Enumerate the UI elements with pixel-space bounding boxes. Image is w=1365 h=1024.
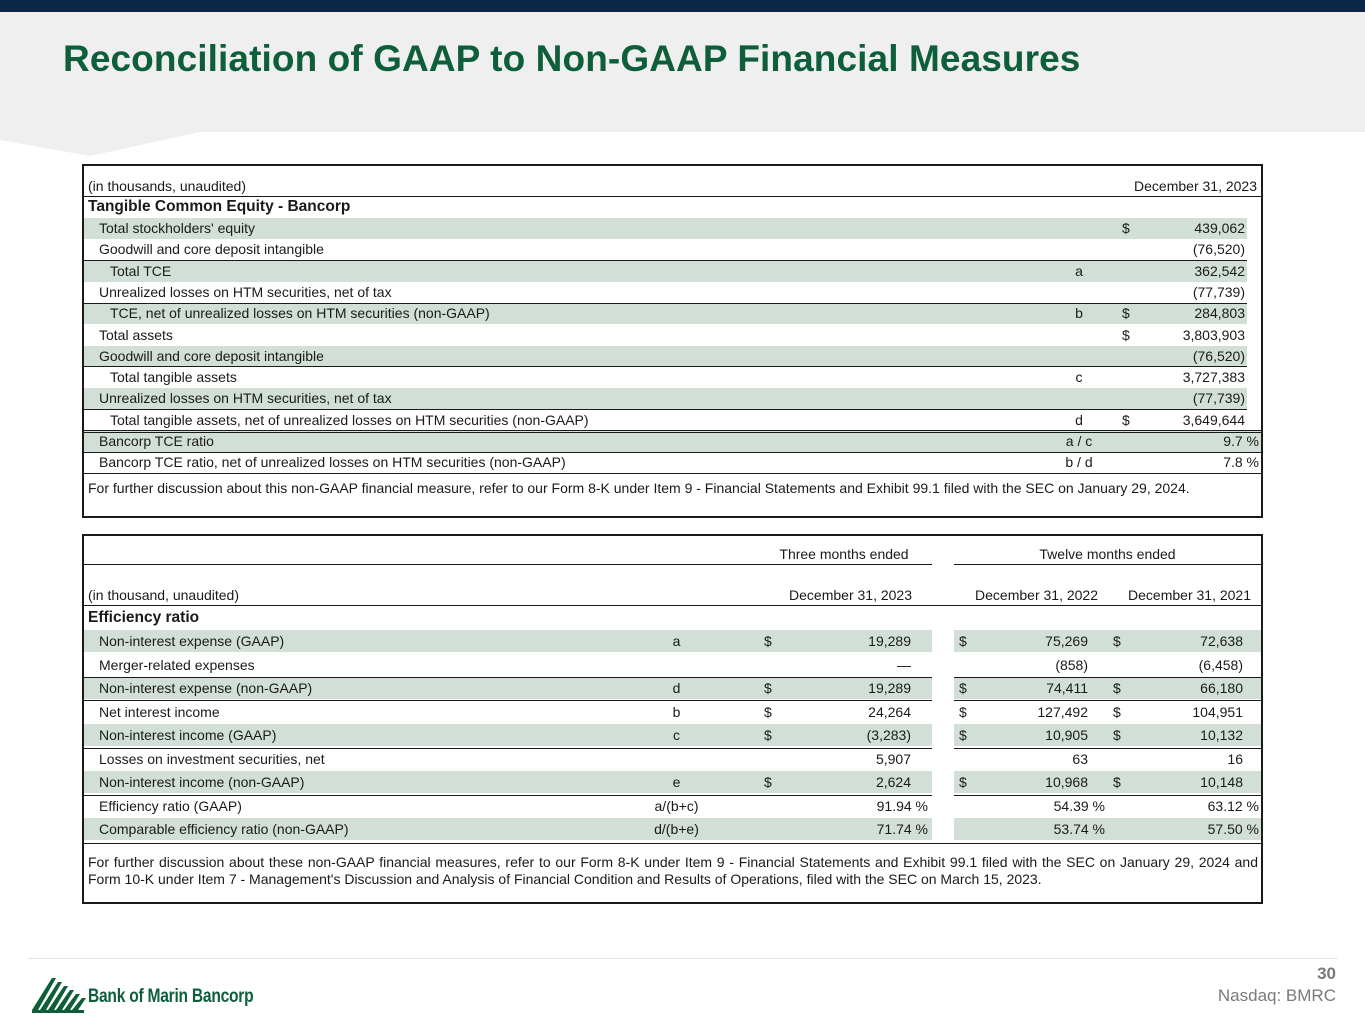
row-value-2022: 74,411 [1046, 680, 1088, 696]
row-label: Unrealized losses on HTM securities, net of tax [99, 283, 392, 300]
row-label: Total assets [99, 326, 173, 343]
efficiency-footnote: For further discussion about these non-GAAP financial measures, refer to our Form 8-K under Item 9 - Financial Statements and Exhibit 99.1 filed with the SEC on January 29, 2024 and Form 10-K under Item 7 - Management's Discussion and Analysis of Financial Condition and Results of Operations, filed with the SEC on March 15, 2023. [88, 854, 1258, 887]
divider [84, 303, 1247, 304]
row-label: Total stockholders' equity [99, 220, 255, 236]
row-label: Efficiency ratio (GAAP) [99, 797, 242, 814]
row-dollar-sign: $ [959, 680, 967, 696]
tce-section-row [84, 196, 1261, 217]
row-ref: a [1075, 262, 1083, 279]
row-label: TCE, net of unrealized losses on HTM securities (non-GAAP) [110, 305, 490, 322]
row-value-2022: (858) [1055, 656, 1088, 673]
row-dollar-sign: $ [764, 774, 772, 790]
row-label: Total TCE [110, 262, 172, 279]
row-ref: b [672, 703, 681, 720]
divider [954, 677, 1261, 678]
row-value: 7.8 % [1223, 454, 1259, 471]
row-dollar-sign: $ [959, 703, 967, 720]
row-value-2023: (3,283) [866, 727, 911, 743]
tce-row [84, 452, 1261, 473]
page-title: Reconciliation of GAAP to Non-GAAP Financial Measures [63, 38, 1081, 79]
row-label: Losses on investment securities, net [99, 750, 325, 767]
row-label: Total tangible assets [110, 369, 237, 386]
row-value-2021: 104,951 [1192, 703, 1243, 720]
row-value-2023: 71.74 % [876, 821, 928, 837]
row-ref: c [673, 727, 680, 743]
divider [84, 700, 932, 701]
row-value-2021: 10,148 [1200, 774, 1243, 790]
row-label: Merger-related expenses [99, 656, 255, 673]
row-label: Bancorp TCE ratio [99, 433, 214, 449]
page-number: 30 [1317, 964, 1336, 983]
efficiency-row [84, 771, 1261, 793]
row-dollar-sign: $ [1113, 727, 1121, 743]
efficiency-row [84, 818, 1261, 840]
row-dollar-sign: $ [1113, 680, 1121, 696]
tce-row [84, 367, 1247, 388]
tce-row [84, 261, 1247, 282]
group-header-twelve-months: Twelve months ended [1039, 546, 1176, 562]
row-ref: b [1075, 305, 1083, 322]
row-dollar-sign: $ [1122, 305, 1130, 322]
tce-row [84, 303, 1247, 324]
divider [84, 605, 1261, 606]
row-value-2023: 91.94 % [876, 797, 928, 814]
row-value-2021: 10,132 [1200, 727, 1243, 743]
row-value: 3,803,903 [1182, 326, 1245, 343]
row-label: Non-interest income (GAAP) [99, 727, 277, 743]
row-value-2022: 63 [1072, 750, 1088, 767]
efficiency-row [84, 630, 1261, 652]
divider [84, 430, 1261, 431]
row-dollar-sign: $ [1122, 326, 1130, 343]
row-dollar-sign: $ [959, 727, 967, 743]
group-header-three-months: Three months ended [779, 546, 909, 562]
row-value: 3,649,644 [1182, 411, 1245, 428]
tce-footnote: For further discussion about this non-GAAP financial measure, refer to our Form 8-K under Item 9 - Financial Statements and Exhibit 99.1 filed with the SEC on January 29, 2024. [88, 480, 1190, 496]
row-dollar-sign: $ [764, 703, 772, 720]
tce-row [84, 218, 1247, 239]
row-ref: b / d [1065, 454, 1093, 471]
row-dollar-sign: $ [1122, 411, 1130, 428]
ticker-symbol: Nasdaq: BMRC [1217, 986, 1336, 1005]
efficiency-row [84, 795, 1261, 817]
row-ref: c [1075, 369, 1083, 386]
divider [84, 748, 932, 749]
row-dollar-sign: $ [1113, 633, 1121, 649]
row-value-2023: 19,289 [868, 680, 911, 696]
column-header-dec-2022: December 31, 2022 [975, 587, 1098, 603]
row-value-2022: 10,968 [1045, 774, 1088, 790]
row-value-2023: 19,289 [868, 633, 911, 649]
efficiency-section-row [84, 607, 1261, 628]
tce-row [84, 239, 1247, 260]
divider [84, 473, 1261, 474]
column-header-dec-2023: December 31, 2023 [789, 587, 912, 603]
row-value-2022: 10,905 [1045, 727, 1088, 743]
divider [84, 432, 1261, 433]
row-value-2022: 53.74 % [1053, 821, 1105, 837]
efficiency-unit-label: (in thousand, unaudited) [88, 587, 239, 603]
divider [954, 748, 1261, 749]
divider [954, 564, 1261, 565]
row-value-2021: 72,638 [1200, 633, 1243, 649]
row-dollar-sign: $ [959, 774, 967, 790]
column-gap [932, 630, 954, 842]
row-ref: a / c [1065, 433, 1093, 449]
divider [84, 795, 932, 796]
efficiency-row [84, 724, 1261, 746]
divider [954, 795, 1261, 796]
efficiency-row [84, 701, 1261, 723]
efficiency-row [84, 654, 1261, 676]
row-value: 284,803 [1194, 305, 1245, 322]
row-value: (77,739) [1192, 283, 1245, 300]
divider [84, 452, 1261, 453]
row-ref: a/(b+c) [654, 797, 699, 814]
divider [84, 843, 1261, 844]
divider [84, 677, 932, 678]
row-value: (76,520) [1192, 347, 1245, 364]
row-dollar-sign: $ [1122, 220, 1130, 236]
row-label: Goodwill and core deposit intangible [99, 347, 324, 364]
efficiency-row [84, 677, 1261, 699]
row-value-2021: (6,458) [1198, 656, 1243, 673]
row-value-2021: 16 [1227, 750, 1243, 767]
row-ref: d/(b+e) [654, 821, 699, 837]
row-label: Non-interest income (non-GAAP) [99, 774, 305, 790]
row-label: Goodwill and core deposit intangible [99, 241, 324, 258]
row-ref: d [1075, 411, 1083, 428]
tce-date-header: December 31, 2023 [1134, 178, 1257, 194]
footer-divider [28, 958, 1338, 959]
column-header-dec-2021: December 31, 2021 [1128, 587, 1251, 603]
row-value-2023: 5,907 [875, 750, 911, 767]
row-value-2021: 63.12 % [1207, 797, 1259, 814]
row-value-2022: 127,492 [1037, 703, 1088, 720]
row-value-2023: 2,624 [875, 774, 911, 790]
row-dollar-sign: $ [764, 633, 772, 649]
tce-row [84, 346, 1247, 367]
divider [84, 260, 1247, 261]
row-value-2021: 66,180 [1200, 680, 1243, 696]
row-label: Comparable efficiency ratio (non-GAAP) [99, 821, 349, 837]
row-value: 439,062 [1194, 220, 1245, 236]
row-value-2023: — [897, 656, 911, 673]
row-label: Non-interest expense (non-GAAP) [99, 680, 313, 696]
row-dollar-sign: $ [1113, 774, 1121, 790]
efficiency-table [82, 534, 1263, 904]
row-value: 362,542 [1194, 262, 1245, 279]
row-value: (77,739) [1192, 390, 1245, 407]
company-name: Bank of Marin Bancorp [88, 986, 254, 1007]
efficiency-column-header [84, 585, 1261, 606]
divider [84, 409, 1247, 410]
row-ref: e [672, 774, 681, 790]
row-label: Bancorp TCE ratio, net of unrealized losses on HTM securities (non-GAAP) [99, 454, 566, 471]
tce-unit-label: (in thousands, unaudited) [88, 178, 246, 194]
row-label: Total tangible assets, net of unrealized losses on HTM securities (non-GAAP) [110, 411, 589, 428]
row-value-2023: 24,264 [868, 703, 911, 720]
section-title: Tangible Common Equity - Bancorp [88, 198, 351, 215]
row-ref: d [672, 680, 681, 696]
header-notch [0, 130, 200, 156]
divider [954, 700, 1261, 701]
tce-table [82, 164, 1263, 518]
row-label: Unrealized losses on HTM securities, net of tax [99, 390, 392, 407]
top-accent-bar [0, 0, 1365, 12]
row-dollar-sign: $ [959, 633, 967, 649]
divider [84, 564, 932, 565]
row-value-2021: 57.50 % [1207, 821, 1259, 837]
tce-table-header [84, 176, 1261, 197]
row-value: (76,520) [1192, 241, 1245, 258]
row-value: 3,727,383 [1182, 369, 1245, 386]
row-dollar-sign: $ [1113, 703, 1121, 720]
tce-row [84, 431, 1261, 452]
row-value-2022: 75,269 [1045, 633, 1088, 649]
efficiency-group-header [84, 544, 1261, 565]
tce-row [84, 410, 1247, 431]
row-label: Non-interest expense (GAAP) [99, 633, 285, 649]
row-dollar-sign: $ [764, 680, 772, 696]
row-value-2022: 54.39 % [1053, 797, 1105, 814]
row-label: Net interest income [99, 703, 220, 720]
row-dollar-sign: $ [764, 727, 772, 743]
tce-row [84, 325, 1247, 346]
tce-row [84, 388, 1247, 409]
tce-row [84, 282, 1247, 303]
section-title: Efficiency ratio [88, 609, 200, 626]
row-ref: a [672, 633, 681, 649]
divider [84, 366, 1247, 367]
efficiency-row [84, 748, 1261, 770]
row-value: 9.7 % [1223, 433, 1259, 449]
